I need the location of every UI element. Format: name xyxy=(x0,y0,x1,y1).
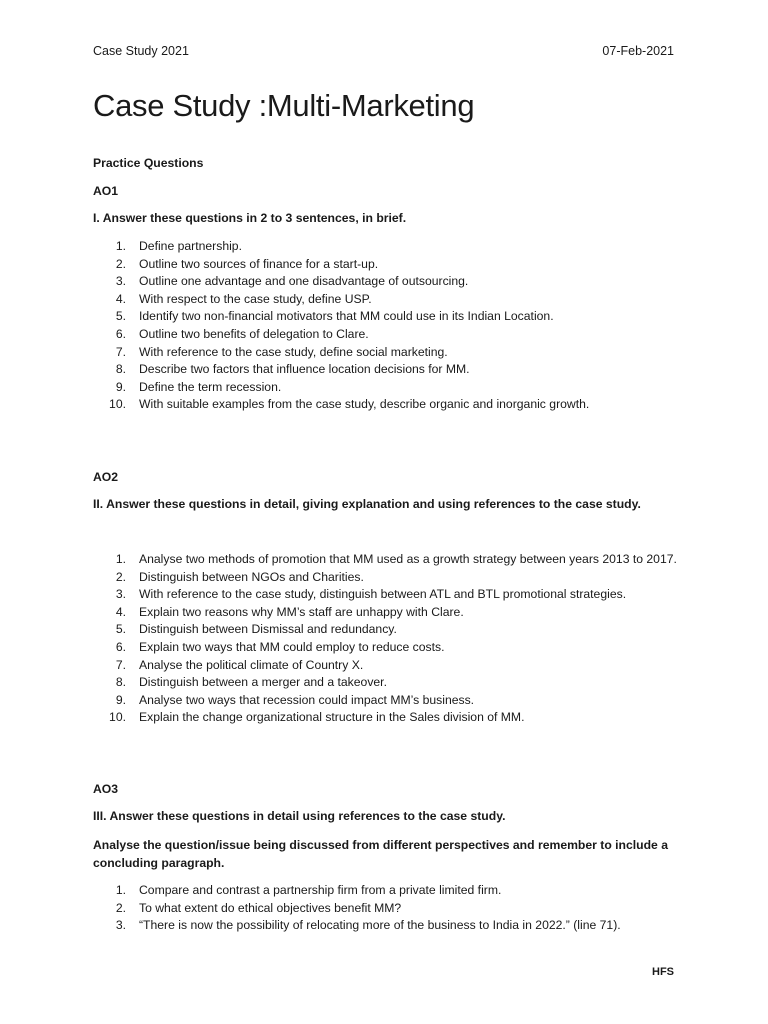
ao3-question-item xyxy=(93,882,683,900)
footer-initials: HFS xyxy=(652,966,674,978)
ao1-instruction: I. Answer these questions in 2 to 3 sentences, in brief. xyxy=(93,211,407,225)
question-number: 4. xyxy=(115,291,126,306)
ao1-question-item xyxy=(93,396,683,414)
question-text: Analyse the political climate of Country X. xyxy=(139,657,364,672)
question-number: 6. xyxy=(115,326,126,341)
question-text: Compare and contrast a partnership firm from a private limited firm. xyxy=(139,883,502,897)
question-number: 2. xyxy=(115,256,126,271)
ao3-question-item xyxy=(93,900,683,918)
question-number: 1. xyxy=(115,239,126,253)
question-text: Analyse two methods of promotion that MM used as a growth strategy between years 2013 to 2017. xyxy=(139,552,677,566)
ao2-heading: AO2 xyxy=(93,470,119,484)
ao3-note: Analyse the question/issue being discussed from different perspectives and remember to include a concluding paragraph. xyxy=(93,838,669,870)
question-text: Explain the change organizational structure in the Sales division of MM. xyxy=(139,710,525,725)
question-text: Explain two ways that MM could employ to reduce costs. xyxy=(139,639,445,654)
question-text: With reference to the case study, define social marketing. xyxy=(139,344,448,359)
question-number: 8. xyxy=(115,362,126,377)
question-number: 3. xyxy=(115,274,126,289)
ao2-instruction: II. Answer these questions in detail, giving explanation and using references to the case study. xyxy=(93,497,641,511)
ao3-heading: AO3 xyxy=(93,782,119,796)
question-number: 3. xyxy=(115,918,126,933)
ao2-question-item xyxy=(93,586,683,604)
question-text: Outline one advantage and one disadvantage of outsourcing. xyxy=(139,274,469,289)
question-number: 2. xyxy=(115,900,126,915)
question-number: 10. xyxy=(109,397,126,412)
ao1-question-item xyxy=(93,344,683,362)
question-text: With suitable examples from the case study, describe organic and inorganic growth. xyxy=(139,397,590,412)
question-text: Analyse two ways that recession could impact MM’s business. xyxy=(139,692,475,707)
question-number: 1. xyxy=(115,883,126,897)
question-number: 6. xyxy=(115,639,126,654)
ao2-question-item xyxy=(93,569,683,587)
ao2-question-item xyxy=(93,674,683,692)
ao2-question-item xyxy=(93,604,683,622)
question-number: 5. xyxy=(115,309,126,324)
ao2-question-item xyxy=(93,709,683,727)
question-text: Describe two factors that influence location decisions for MM. xyxy=(139,362,470,377)
ao2-question-item xyxy=(93,639,683,657)
ao2-question-item xyxy=(93,621,683,639)
question-number: 4. xyxy=(115,604,126,619)
ao1-question-item xyxy=(93,361,683,379)
question-text: Distinguish between a merger and a takeover. xyxy=(139,675,387,690)
document-title: Case Study :Multi-Marketing xyxy=(93,88,475,123)
ao3-question-list xyxy=(93,882,683,935)
ao1-question-item xyxy=(93,326,683,344)
question-text: Outline two sources of finance for a start-up. xyxy=(139,256,379,271)
question-number: 9. xyxy=(115,692,126,707)
question-number: 5. xyxy=(115,622,126,637)
question-text: With reference to the case study, distinguish between ATL and BTL promotional strategies. xyxy=(139,587,627,602)
ao1-heading: AO1 xyxy=(93,184,119,198)
ao2-question-item xyxy=(93,551,683,569)
ao2-question-item xyxy=(93,657,683,675)
question-text: Identify two non-financial motivators that MM could use in its Indian Location. xyxy=(139,309,554,324)
header-left-text: Case Study 2021 xyxy=(93,44,189,58)
question-text: Distinguish between Dismissal and redundancy. xyxy=(139,622,397,637)
ao3-question-item xyxy=(93,917,683,935)
header-date: 07-Feb-2021 xyxy=(602,44,674,58)
question-number: 8. xyxy=(115,675,126,690)
question-text: With respect to the case study, define USP. xyxy=(139,291,372,306)
question-number: 7. xyxy=(115,344,126,359)
question-number: 7. xyxy=(115,657,126,672)
question-text: Explain two reasons why MM’s staff are unhappy with Clare. xyxy=(139,604,464,619)
question-text: Define the term recession. xyxy=(139,379,282,394)
question-text: Outline two benefits of delegation to Clare. xyxy=(139,326,369,341)
question-number: 10. xyxy=(109,710,126,725)
ao1-question-item xyxy=(93,379,683,397)
question-text: Define partnership. xyxy=(139,239,242,253)
ao1-question-item xyxy=(93,273,683,291)
question-number: 2. xyxy=(115,569,126,584)
question-number: 3. xyxy=(115,587,126,602)
ao2-question-list xyxy=(93,551,683,727)
question-number: 1. xyxy=(115,552,126,566)
ao1-question-item xyxy=(93,238,683,256)
practice-heading: Practice Questions xyxy=(93,156,204,170)
question-text: “There is now the possibility of relocating more of the business to India in 2022.” (line 71). xyxy=(139,918,621,933)
ao2-question-item xyxy=(93,692,683,710)
ao1-question-list xyxy=(93,238,683,414)
ao1-question-item xyxy=(93,308,683,326)
question-text: Distinguish between NGOs and Charities. xyxy=(139,569,364,584)
ao1-question-item xyxy=(93,256,683,274)
question-text: To what extent do ethical objectives benefit MM? xyxy=(139,900,402,915)
ao1-question-item xyxy=(93,291,683,309)
question-number: 9. xyxy=(115,379,126,394)
ao3-instruction: III. Answer these questions in detail using references to the case study. xyxy=(93,809,506,823)
